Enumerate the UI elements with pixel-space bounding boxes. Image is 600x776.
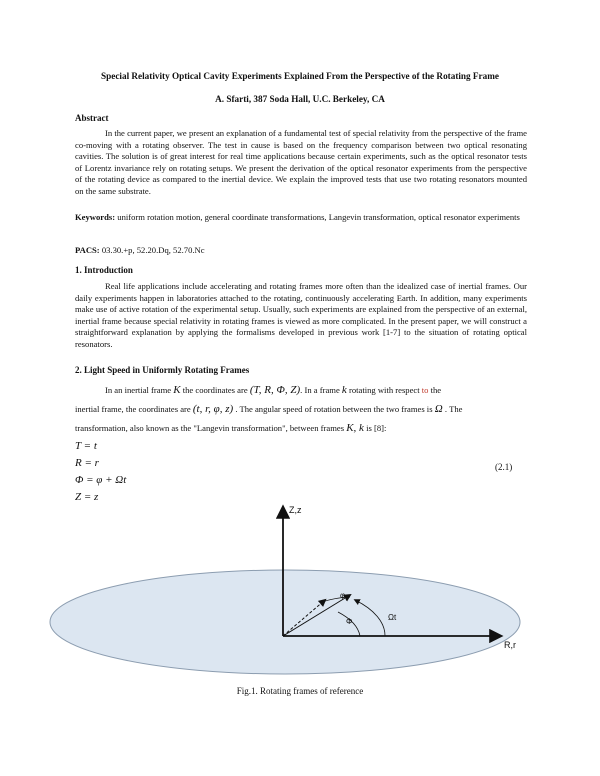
label-phi: φ [340, 591, 346, 600]
equation-Phi: Φ = φ + Ωt [75, 474, 127, 486]
author-line: A. Sfarti, 387 Soda Hall, U.C. Berkeley, CA [215, 94, 385, 104]
rotating-frames-figure [0, 500, 600, 685]
equation-Z: Z = z [75, 491, 99, 503]
coords-rotating: (t, r, φ, z) [192, 403, 234, 415]
symbol-K: K [173, 384, 181, 396]
equation-number: (2.1) [495, 462, 513, 472]
abstract-text [75, 128, 527, 198]
section2-line3: transformation, also known as the "Langevin transformation", between frames K, k is [8]: [75, 422, 387, 434]
section2-line1: In an inertial frame K the coordinates are (T, R, Φ, Z). In a frame k rotating with respect to the [105, 384, 442, 396]
frames-Kk: K, k [346, 422, 364, 434]
equation-R: R = r [75, 457, 99, 469]
section1-body: Real life applications include accelerating and rotating frames more often than the idealized case of inertial frames. Our daily experiments happen in laboratories attached to the rotating, continuously accelerating Earth. In addition, many experiments make use of active rotation of the experimental setup. Usually, such experiments are explained from the perspective of an external, inertial frame because special relativity in rotating frames is viewed as more complicated. In the present paper, we will construct a straightforward explanation by applying the formalisms developed in previous work [1-7] to the situation of rotating optical resonators. [75, 281, 527, 349]
pacs-text: 03.30.+p, 52.20.Dq, 52.70.Nc [101, 245, 205, 255]
equation-T: T = t [75, 440, 97, 452]
keywords-label: Keywords: [75, 212, 116, 222]
label-z: Z,z [289, 505, 302, 515]
abstract-heading: Abstract [75, 113, 109, 123]
paper-title: Special Relativity Optical Cavity Experiments Explained From the Perspective of the Rotating Frame [101, 71, 499, 81]
coords-inertial: (T, R, Φ, Z) [249, 384, 301, 396]
rotation-disk [50, 570, 520, 674]
abstract-body: In the current paper, we present an explanation of a fundamental test of special relativity from the perspective of the frame co-moving with a rotating observer. The test in cause is based on the frequency comparison between two optical resonating cavities. The solution is of great interest for real time applications because certain experiments, such as the optical resonator tests of Lorentz invariance rely on rotating setups. We present the derivation of the optical resonator experiments from the perspective of the rotating device as compared to the inertial device. We explain the improved tests that use two rotating resonators mounted on the same substrate. [75, 128, 527, 196]
pacs [75, 245, 527, 257]
section1-text [75, 281, 527, 351]
keywords-text: uniform rotation motion, general coordinate transformations, Langevin transformation, optical resonator experiments [117, 212, 520, 222]
figure-caption: Fig.1. Rotating frames of reference [236, 686, 364, 696]
symbol-k: k [341, 384, 347, 396]
label-omega-t: Ωt [388, 613, 397, 622]
label-Phi: Φ [346, 617, 353, 626]
section1-heading: 1. Introduction [75, 265, 133, 275]
section2-heading: 2. Light Speed in Uniformly Rotating Frames [75, 365, 250, 375]
section2-line2: inertial frame, the coordinates are (t, r, φ, z) . The angular speed of rotation between the two frames is Ω . The [75, 403, 463, 415]
label-r: R,r [504, 640, 516, 650]
keywords [75, 212, 527, 224]
symbol-omega: Ω [434, 403, 443, 415]
pacs-label: PACS: [75, 245, 100, 255]
